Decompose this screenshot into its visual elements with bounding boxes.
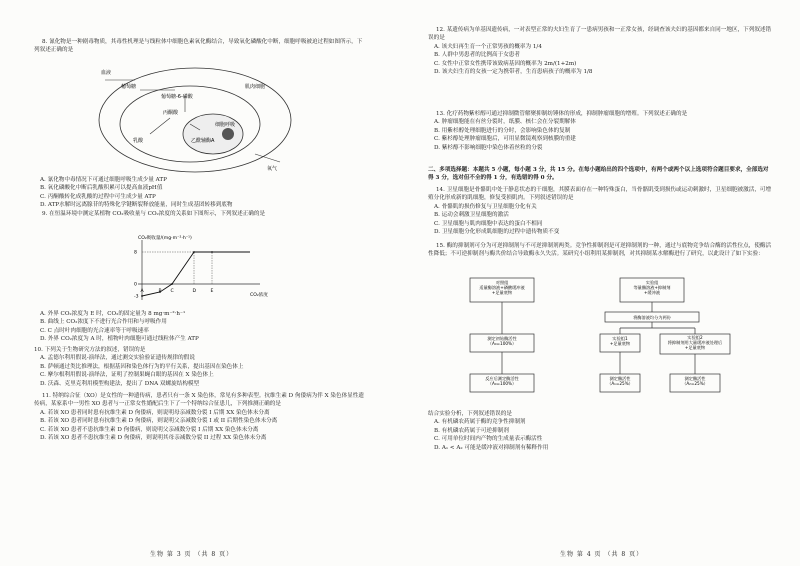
flow-result1-box: 测定酶活性（A₁=25%） bbox=[607, 376, 633, 386]
flow-result2-box: 测定酶活性（A₂=25%） bbox=[682, 376, 708, 386]
label-lactate: 乳酸 bbox=[133, 138, 144, 144]
question-13 bbox=[428, 110, 773, 152]
label-glucose: 葡萄糖 bbox=[121, 84, 137, 90]
question-8-stem: 8. 氰化物是一种剧毒物质，其毒性机理是与线粒体中细胞色素氧化酶结合，导致氧化磷酸化中断，细胞呼吸被迫过程如图所示，下列叙述正确的是 bbox=[34, 39, 363, 54]
co2-absorption-chart bbox=[120, 232, 280, 308]
cell-respiration-diagram bbox=[95, 62, 295, 174]
question-10-stem: 10. 下列关于生物研究方法的叙述，错误的是 bbox=[34, 347, 146, 353]
q9-option-b: B. 曲线上 CO₂浓度下不进行光合作用和与呼吸作用 bbox=[40, 319, 167, 326]
q15-option-a: A. 有机磷农药属于酶的竞争性抑制剂 bbox=[434, 419, 526, 426]
question-8-options bbox=[34, 176, 364, 210]
flow-split-box: 将酶溶液均分为两份 bbox=[633, 315, 671, 320]
chart-ylabel: CO₂吸收量/(mg·m⁻²·h⁻¹) bbox=[138, 236, 192, 241]
q8-option-d: D. ATP水解时远离腺苷的特殊化学键断裂释放能量，同时生成基团转移到底物 bbox=[40, 202, 233, 209]
right-page bbox=[400, 0, 800, 566]
chart-y-tick: -3 bbox=[134, 294, 139, 300]
chart-point bbox=[171, 283, 173, 285]
q10-option-c: C. 摩尔根利用假说-演绎法，证明了控制果蝇白眼的基因在 X 染色体上 bbox=[40, 372, 214, 379]
label-respiration: 细胞呼吸 bbox=[215, 122, 236, 128]
question-10 bbox=[34, 346, 364, 388]
flow-exp1-box: 实验组1 +足量底物 bbox=[609, 336, 631, 346]
label-pyruvate: 丙酮酸 bbox=[163, 110, 179, 116]
question-11 bbox=[34, 392, 364, 442]
question-14 bbox=[428, 186, 773, 236]
q14-option-c: C. 卫星细胞与肌肉细胞中表达的蛋白不相同 bbox=[434, 220, 543, 227]
chart-point bbox=[211, 251, 213, 253]
chart-x-tick: E bbox=[210, 289, 214, 294]
q11-option-d: D. 若该 XO 患者不患抗维生素 D 佝偻病，则说明其母亲减数分裂 II 过程 XX 染色体未分离 bbox=[40, 435, 267, 442]
chart-point bbox=[141, 295, 143, 297]
q12-option-a: A. 该夫妇再生育一个正常男孩的概率为 1/4 bbox=[434, 43, 542, 50]
q15-option-d: D. A₁ < A₂ 可能是缓冲液对抑制剂有稀释作用 bbox=[434, 444, 549, 451]
label-muscle-cell: 肌肉细胞 bbox=[245, 84, 266, 90]
question-14-stem: 14. 卫星细胞是骨骼肌中处于静息状态的干细胞，其膜表面存在一种特殊蛋白，当骨骼肌受到损伤或运动刺激时，卫星细胞被激活，可增殖分化形成新的肌细胞，修复受损肌肉。下列叙述错误的是 bbox=[428, 187, 772, 202]
label-blood: 血液 bbox=[101, 70, 112, 76]
label-acetyl-coa: 乙酰辅酶A bbox=[191, 138, 215, 144]
q10-option-d: D. 沃森、克里克利用模型构建法，提出了 DNA 双螺旋结构模型 bbox=[40, 380, 200, 387]
q13-option-d: D. 紫杉醇不影响细胞中染色体着丝粒的分裂 bbox=[434, 144, 543, 151]
question-12-stem: 12. 某遗传病为单基因遗传病，一对表型正常的夫妇生育了一患病男孩和一正常女孩，经调查该夫妇的基因都来自同一地区，下列叙述错误的是 bbox=[428, 27, 772, 42]
q11-option-a: A. 若该 XO 患者同时患有抗维生素 D 佝偻病，则说明母亲减数分裂 I 后期 XX 染色体未分离 bbox=[40, 409, 270, 416]
q10-option-a: A. 孟德尔利用假说-演绎法，通过测交实验验证遗传规律的假说 bbox=[40, 355, 195, 362]
q8-option-a: A. 氰化物中毒情况下可通过细胞呼吸生成少量 ATP bbox=[40, 177, 167, 183]
enzyme-experiment-flowchart bbox=[460, 276, 740, 408]
question-12 bbox=[428, 26, 773, 76]
q12-option-c: C. 女性中正常女性携带该致病基因的概率为 2m/(1+2m) bbox=[434, 60, 577, 67]
section-2-heading: 二、多项选择题：本题共 5 小题，每小题 3 分，共 15 分。在每小题给出的四个选项中，有两个或两个以上选项符合题目要求，全部选对得 3 分，选对但不全的得 1 分，有选错的得 0 分。 bbox=[428, 167, 769, 182]
page-footer-right: 生物 第 4 页 （共 8 页） bbox=[560, 551, 644, 558]
q8-option-c: C. 丙酮酸转化成乳酸的过程中可生成少量 ATP bbox=[40, 193, 156, 200]
question-15-stem: 15. 酶的抑制剂可分为可逆抑制剂与不可逆抑制剂两类。竞争性抑制剂是可逆抑制剂的一种，通过与底物竞争结合酶的活性位点，使酶活性降低；不可逆抑制剂与酶共价结合导致酶永久失活。某研究小组利用某抑制剂，对其抑制某水解酶进行了研究，以此设计了如下实验： bbox=[428, 243, 772, 258]
q13-option-c: C. 紫杉醇处理肿瘤细胞后，可用显微镜观察到核膜的重建 bbox=[434, 136, 576, 143]
q14-option-d: D. 卫星细胞分化形成肌细胞的过程中遗传物质不变 bbox=[434, 229, 560, 236]
flow-measure-box: 测定初始酶活性（A₀=100%） bbox=[487, 336, 517, 346]
chart-point bbox=[159, 291, 161, 293]
question-9-stem: 9. 在恒温环境中测定某植物 CO₂吸收量与 CO₂浓度的关系如下图所示，下列叙述正确的是 bbox=[42, 211, 266, 217]
chart-point bbox=[193, 251, 195, 253]
flow-exp2-box: 实验组2 将抑制剂用大量缓冲液处理后+足量底物 bbox=[667, 335, 723, 350]
question-13-stem: 13. 化疗药物紫杉醇可通过抑制微管解聚抑制纺锤体的形成，抑制肿瘤细胞的增殖。下列叙述正确的是 bbox=[436, 111, 688, 117]
q13-option-b: B. 用紫杉醇处理细胞进行的分时，会影响染色体的复制 bbox=[434, 127, 571, 134]
q12-option-b: B. 人群中男患者的比例高于女患者 bbox=[434, 52, 520, 59]
question-9-options bbox=[34, 310, 364, 344]
q13-option-a: A. 肿瘤细胞能在有丝分裂时，纸膜、核仁会在分裂期解体 bbox=[434, 119, 576, 126]
q14-option-b: B. 运动会刺激卫星细胞的激活 bbox=[434, 212, 509, 219]
q8-option-b: B. 氧化磷酸化中断后乳酸积累可以提高血液pH值 bbox=[40, 185, 163, 192]
q9-option-d: D. 外界 CO₂浓度为 A 时，植物叶肉细胞可通过线粒体产生 ATP bbox=[40, 336, 199, 343]
q10-option-b: B. 萨顿通过类比推理法，根据基因和染色体行为的平行关系，提出基因在染色体上 bbox=[40, 363, 244, 370]
question-15 bbox=[428, 242, 773, 259]
q11-option-c: C. 若该 XO 患者不患抗维生素 D 佝偻病，则说明父亲减数分裂 I 后期 XX 染色体未分离 bbox=[40, 426, 259, 433]
chart-x-tick: C bbox=[170, 289, 174, 294]
chart-xlabel: CO₂浓度 bbox=[250, 293, 268, 298]
question-15-ask: 结合实验分析，下列叙述错误的是 bbox=[428, 411, 512, 417]
chart-x-tick: A bbox=[140, 289, 144, 294]
label-g6p: 葡萄糖-6-磷酸 bbox=[161, 94, 193, 100]
question-9 bbox=[34, 210, 364, 218]
q12-option-d: D. 该夫妇生育的女孩一定为携带者，生育患病孩子的概率为 1/8 bbox=[434, 69, 593, 76]
q9-option-a: A. 外界 CO₂浓度为 E 时，CO₂的固定量为 8 mg·m⁻²·h⁻¹ bbox=[40, 311, 186, 317]
question-11-stem: 11. 特纳综合征（XO）是女性的一种遗传病，患者只有一条 X 染色体，常见有多种表型。抗维生素 D 佝偻病为伴 X 染色体显性遗传病，某家系中一男性 XO 患者与一正常女性婚配后生下了一个特纳综合征患儿，下列推测正确的是 bbox=[34, 393, 364, 408]
chart-x-tick: D bbox=[192, 289, 197, 294]
q11-option-b: B. 若该 XO 患者同时患有抗维生素 D 佝偻病，则说明父亲减数分裂 I 或 II 后期性染色体未分离 bbox=[40, 418, 278, 425]
page-footer-left: 生物 第 3 页 （共 8 页） bbox=[150, 551, 234, 558]
flow-exp-box: 实验组等量酶溶液+抑制剂+缓冲液 bbox=[633, 280, 671, 295]
question-8 bbox=[34, 38, 364, 55]
q15-option-b: B. 有机磷农药属于可逆抑制剂 bbox=[434, 427, 509, 434]
label-oxygen: 氧气 bbox=[267, 166, 278, 172]
chart-y-tick: 8 bbox=[134, 250, 137, 256]
question-15-options bbox=[428, 410, 773, 452]
flow-control-box: 对照组适量酶溶液+磷酸缓冲液+足量底物 bbox=[479, 280, 525, 295]
flow-result0-box: 反应后测定酶活性（A₀=100%） bbox=[485, 376, 519, 386]
q15-option-c: C. 可用单位时间内产物的生成量表示酶活性 bbox=[434, 436, 543, 443]
q9-option-c: C. C 点时叶肉细胞的光合速率等于呼吸速率 bbox=[40, 327, 149, 334]
chart-y-tick: 0 bbox=[134, 282, 137, 288]
q14-option-a: A. 骨骼肌的损伤修复与卫星细胞分化有关 bbox=[434, 203, 537, 210]
